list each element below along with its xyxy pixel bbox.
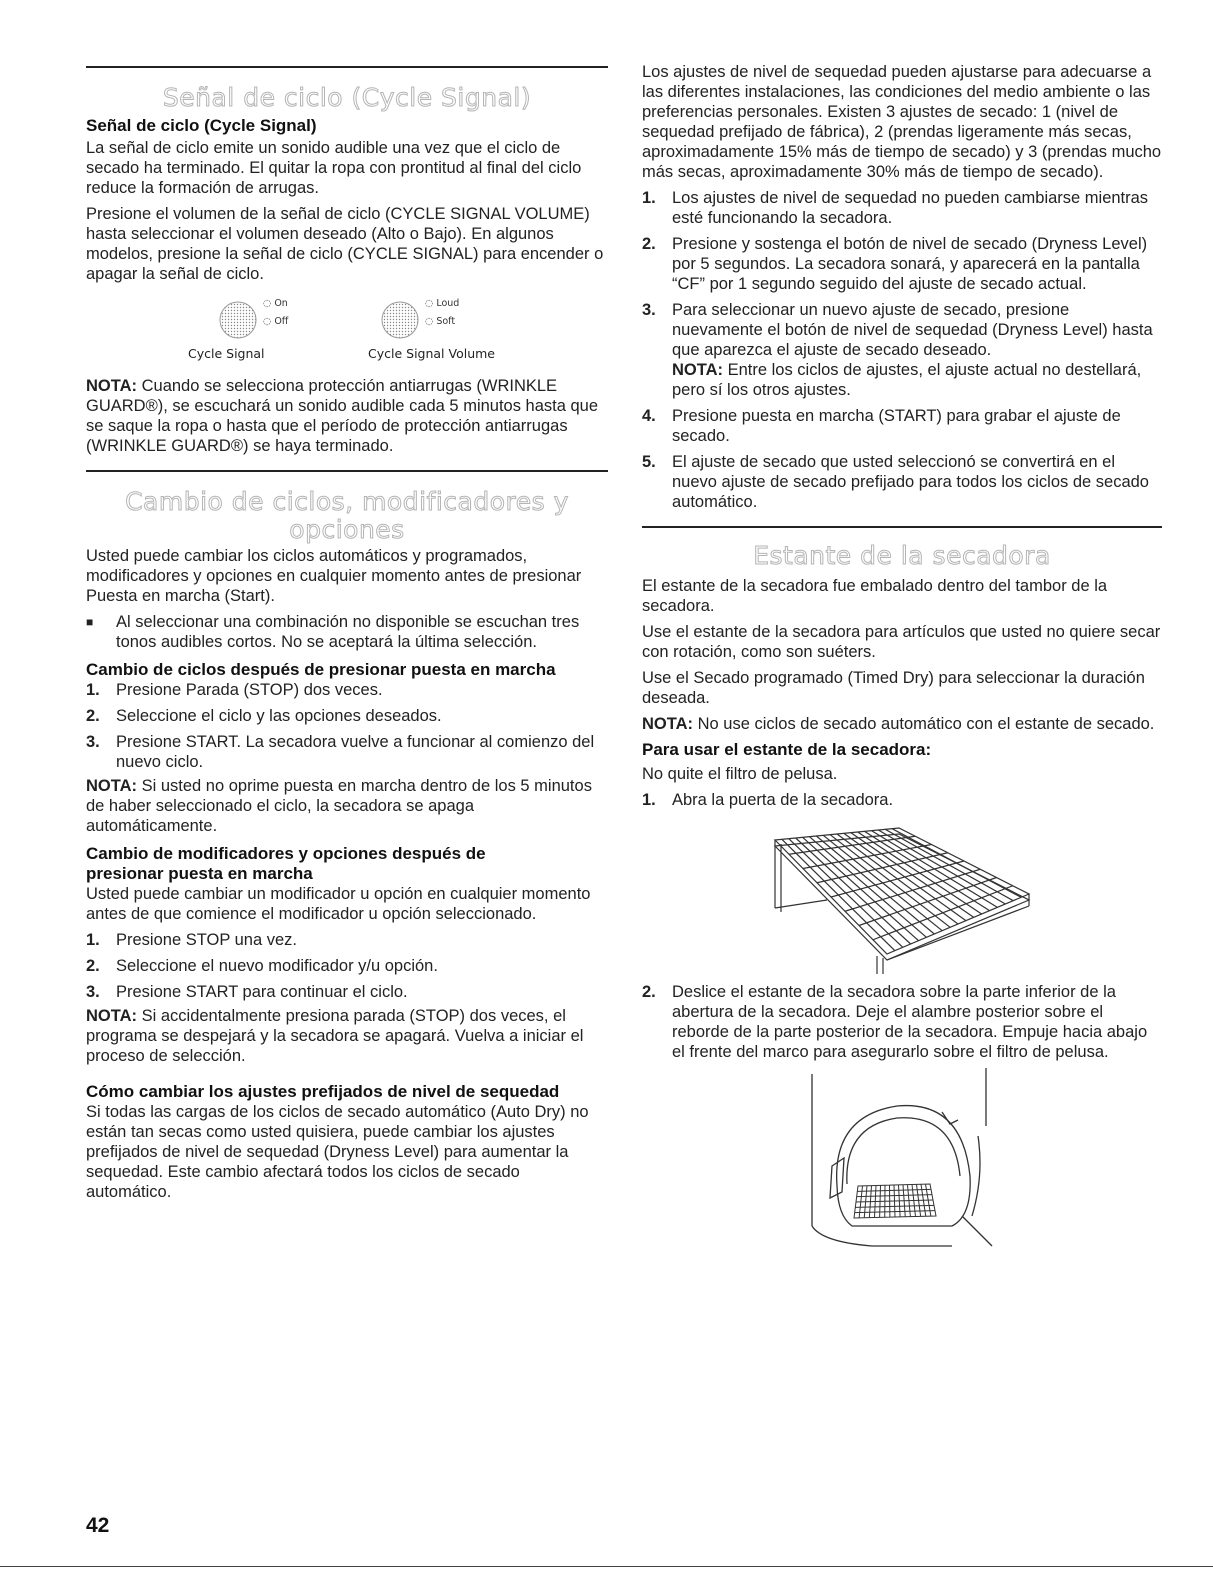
changing-cycles-heading: Cambio de ciclos después de presionar puesta en marcha (86, 660, 556, 679)
cycle-signal-note: NOTA: Cuando se selecciona protección antiarrugas (WRINKLE GUARD®), se escuchará un sonido audible cada 5 minutos hasta que se saque la ropa o hasta que el período de protección antiarrugas (WRINKLE GUARD®) se haya terminado. (86, 377, 599, 455)
cycle-signal-button-icon (218, 300, 258, 340)
cycle-signal-option-on: ◌ On (263, 298, 288, 309)
dryer-rack-illustration (767, 816, 1037, 976)
section-title-cycle-signal: Señal de ciclo (Cycle Signal) (162, 83, 532, 112)
list-item: 2. Seleccione el ciclo y las opciones deseados. (86, 707, 442, 725)
cycle-signal-volume-button (380, 300, 420, 345)
changing-bullet-item: ■ Al seleccionar una combinación no disponible se escuchan tres tonos audibles cortos. No se aceptará la última selección. (86, 613, 580, 651)
changing-note-2: NOTA: Si accidentalmente presiona parada (STOP) dos veces, el programa se despejará y la secadora se apagará. Vuelva a iniciar el proceso de selección. (86, 1007, 584, 1065)
list-item: 3. Para seleccionar un nuevo ajuste de secado, presione nuevamente el botón de nivel de sequedad (Dryness Level) hasta que aparezca el ajuste de secado deseado. NOTA: Entre los ciclos de ajustes, el ajuste actual no destellará, pero sí los otros ajustes. (642, 301, 1153, 399)
changing-modifiers-heading: Cambio de modificadores y opciones después de presionar puesta en marcha (86, 844, 486, 883)
cycle-signal-caption: Cycle Signal (188, 346, 265, 361)
page-bottom-rule (0, 1566, 1213, 1567)
list-item: 1. Abra la puerta de la secadora. (642, 791, 894, 809)
dryness-intro: Si todas las cargas de los ciclos de secado automático (Auto Dry) no están tan secas como usted quisiera, puede cambiar los ajustes prefijados de nivel de sequedad (Dryness Level) para aumentar la sequedad. Este cambio afectará todos los ciclos de secado automático. (86, 1103, 589, 1201)
changing-modifiers-intro: Usted puede cambiar un modificador u opción en cualquier momento antes de que comience el modificador u opción seleccionado. (86, 885, 591, 923)
cycle-signal-option-off: ◌ Off (263, 316, 289, 327)
changing-intro: Usted puede cambiar los ciclos automáticos y programados, modificadores y opciones en cualquier momento antes de presionar Puesta en marcha (Start). (86, 547, 582, 605)
list-item: 2. Presione y sostenga el botón de nivel de secado (Dryness Level) por 5 segundos. La secadora sonará, y aparecerá en la pantalla “CF” por 1 segundo seguido del ajuste de secado actual. (642, 235, 1148, 293)
rack-note: NOTA: No use ciclos de secado automático con el estante de secado. (642, 715, 1155, 733)
bullet-icon: ■ (86, 615, 94, 629)
list-item: 5. El ajuste de secado que usted seleccionó se convertirá en el nuevo ajuste de secado prefijado para todos los ciclos de secado automático. (642, 453, 1149, 511)
cycle-signal-volume-caption: Cycle Signal Volume (368, 346, 495, 361)
left-column (86, 0, 608, 1202)
list-item: 3. Presione START para continuar el ciclo. (86, 983, 408, 1001)
dryness-continued: Los ajustes de nivel de sequedad pueden ajustarse para adecuarse a las diferentes instalaciones, las condiciones del medio ambiente o las preferencias personales. Existen 3 ajustes de secado: 1 (nivel de sequedad prefijado de fábrica), 2 (prendas ligeramente más secas, aproximadamente 15% más de tiempo de secado) y 3 (prendas mucho más secas, aproximadamente 30% más de tiempo de secado). (642, 63, 1162, 181)
list-item: 2. Deslice el estante de la secadora sobre la parte inferior de la abertura de la secadora. Deje el alambre posterior sobre el reborde de la parte posterior de la secadora. Empuje hacia abajo el frente del marco para asegurarlo sobre el filtro de pelusa. (642, 983, 1148, 1061)
rack-heading: Para usar el estante de la secadora: (642, 740, 932, 759)
rack-paragraph-1: El estante de la secadora fue embalado dentro del tambor de la secadora. (642, 577, 1108, 615)
dryer-opening-illustration (802, 1066, 1002, 1256)
dryness-heading: Cómo cambiar los ajustes prefijados de nivel de sequedad (86, 1082, 560, 1101)
rack-paragraph-2: Use el estante de la secadora para artículos que usted no quiere secar con rotación, como son suéters. (642, 623, 1161, 661)
rack-paragraph-3: Use el Secado programado (Timed Dry) para seleccionar la duración deseada. (642, 669, 1145, 707)
list-item: 1. Los ajustes de nivel de sequedad no pueden cambiarse mientras esté funcionando la secadora. (642, 189, 1149, 227)
right-column (642, 0, 1162, 1256)
cycle-signal-button (218, 300, 258, 345)
cycle-signal-volume-option-loud: ◌ Loud (425, 298, 460, 309)
cycle-signal-heading: Señal de ciclo (Cycle Signal) (86, 116, 317, 135)
list-item: 1. Presione Parada (STOP) dos veces. (86, 681, 383, 699)
section-title-changing-cycles: Cambio de ciclos, modificadores y opciones (125, 487, 569, 544)
page-number: 42 (86, 1514, 110, 1537)
rack-paragraph-4: No quite el filtro de pelusa. (642, 765, 838, 783)
list-item: 1. Presione STOP una vez. (86, 931, 297, 949)
list-item: 4. Presione puesta en marcha (START) para grabar el ajuste de secado. (642, 407, 1121, 445)
cycle-signal-controls-figure (86, 284, 608, 366)
cycle-signal-paragraph-2: Presione el volumen de la señal de ciclo (CYCLE SIGNAL VOLUME) hasta seleccionar el volumen deseado (Alto o Bajo). En algunos modelos, presione la señal de ciclo (CYCLE SIGNAL) para encender o apagar la señal de ciclo. (86, 205, 604, 283)
cycle-signal-volume-option-soft: ◌ Soft (425, 316, 456, 327)
changing-note-1: NOTA: Si usted no oprime puesta en marcha dentro de los 5 minutos de haber seleccionado el ciclo, la secadora se apaga automáticamente. (86, 777, 592, 835)
cycle-signal-volume-button-icon (380, 300, 420, 340)
list-item: 2. Seleccione el nuevo modificador y/u opción. (86, 957, 438, 975)
section-title-dryer-rack: Estante de la secadora (753, 541, 1051, 570)
cycle-signal-paragraph-1: La señal de ciclo emite un sonido audible una vez que el ciclo de secado ha terminado. El quitar la ropa con prontitud al final del ciclo reduce la formación de arrugas. (86, 139, 582, 197)
list-item: 3. Presione START. La secadora vuelve a funcionar al comienzo del nuevo ciclo. (86, 733, 595, 771)
